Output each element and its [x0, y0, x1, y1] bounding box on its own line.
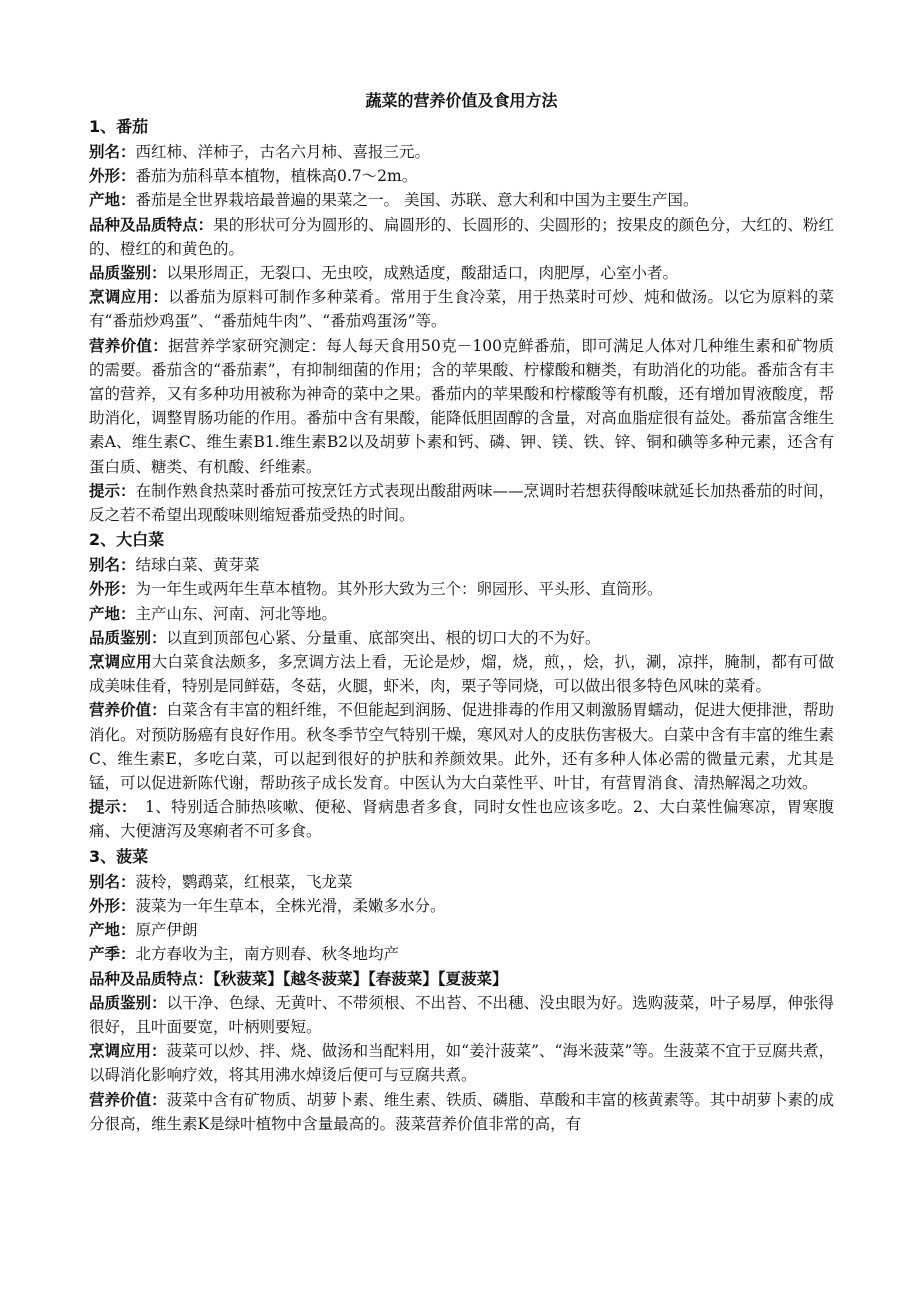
section-heading-spinach: 3、菠菜 — [89, 846, 149, 866]
field-label: 烹调应用 — [89, 653, 152, 672]
field-label: 外形： — [89, 580, 136, 599]
paragraph — [89, 698, 834, 795]
field-label: 产地： — [89, 921, 136, 940]
paragraph — [89, 1039, 834, 1087]
field-text: 结球白菜、黄芽菜 — [135, 556, 260, 575]
field-text: 菠菜可以炒、拌、烧、做汤和当配料用，如“姜汁菠菜”、“海米菠菜”等。生菠菜不宜于豆腐共煮，以碍消化影响疗效，将其用沸水焯烫后便可与豆腐共煮。 — [89, 1042, 834, 1085]
paragraph — [89, 334, 834, 479]
field-label: 烹调应用： — [89, 288, 169, 307]
paragraph — [89, 261, 834, 285]
paragraph — [89, 918, 834, 942]
field-text: 以果形周正，无裂口、无虫咬，成熟适度，酸甜适口，肉肥厚，心室小者。 — [166, 264, 679, 283]
document-title: 蔬菜的营养价值及食用方法 — [365, 91, 558, 110]
field-label: 产季： — [89, 945, 136, 964]
paragraph — [89, 285, 834, 333]
field-label: 烹调应用： — [89, 1042, 167, 1061]
field-text: 菠菜中含有矿物质、胡萝卜素、维生素、铁质、磷脂、草酸和丰富的核黄素等。其中胡萝卜素的成分很高，维生素K是绿叶植物中含量最高的。菠菜营养价值非常的高，有 — [89, 1090, 834, 1133]
field-text: 菠柃，鹦鹉菜，红根菜，飞龙菜 — [135, 872, 353, 891]
field-text: 菠菜为一年生草本，全株光滑，柔嫩多水分。 — [135, 896, 446, 915]
field-label: 外形： — [89, 896, 136, 915]
paragraph — [89, 602, 834, 626]
field-label: 产地： — [89, 604, 136, 623]
field-text: 【秋菠菜】【越冬菠菜】【春菠菜】【夏菠菜】 — [213, 969, 508, 988]
field-label: 品质鉴别： — [89, 628, 167, 647]
field-label: 品质鉴别： — [89, 264, 167, 283]
paragraph — [89, 870, 834, 894]
field-text: 西红柿、洋柿子，古名六月柿、喜报三元。 — [135, 143, 431, 161]
paragraph — [89, 942, 834, 966]
field-text: 据营养学家研究测定：每人每天食用50克－100克鲜番茄，即可满足人体对几种维生素和矿物质的需要。番茄含的“番茄素”，有抑制细菌的作用；含的苹果酸、柠檬酸和糖类，有助消化的功能。番茄含有丰富的营养，又有多种功用被称为神奇的菜中之果。番茄内的苹果酸和柠檬酸等有机酸，还有增加胃液酸度，帮助消化，调整胃肠功能的作用。番茄中含有果酸，能降低胆固醇的含量，对高血脂症很有益处。番茄富含维生素A、维生素C、维生素B1.维生素B2以及胡萝卜素和钙、磷、钾、镁、铁、锌、铜和碘等多种元素，还含有蛋白质、糖类、有机酸、纤维素。 — [89, 336, 834, 476]
paragraph — [89, 795, 834, 843]
paragraph — [89, 553, 834, 577]
field-text: 果的形状可分为圆形的、扁圆形的、长圆形的、尖圆形的；按果皮的颜色分，大红的、粉红的、橙红的和黄色的。 — [89, 215, 834, 258]
paragraph — [89, 577, 834, 601]
field-text: 主产山东、河南、河北等地。 — [135, 604, 338, 623]
field-label: 品质鉴别： — [89, 993, 167, 1012]
paragraph — [89, 140, 834, 164]
field-text: 以直到顶部包心紧、分量重、底部突出、根的切口大的不为好。 — [166, 628, 601, 647]
field-text: 以干净、色绿、无黄叶、不带须根、不出苔、不出穗、没虫眼为好。选购菠菜，叶子易厚，伸张得很好，且叶面要宽，叶柄则要短。 — [89, 993, 834, 1036]
paragraph — [89, 626, 834, 650]
field-text: 白菜含有丰富的粗纤维，不但能起到润肠、促进排毒的作用又刺激肠胃蠕动，促进大便排泄，帮助消化。对预防肠癌有良好作用。秋冬季节空气特别干燥，寒风对人的皮肤伤害极大。白菜中含有丰富的维生素C、维生素E，多吃白菜，可以起到很好的护肤和养颜效果。此外，还有多种人体必需的微量元素，尤其是锰，可以促进新陈代谢，帮助孩子成长发育。中医认为大白菜性平、叶甘，有营胃消食、清热解渴之功效。 — [89, 701, 834, 793]
section-heading-napa-cabbage: 2、大白菜 — [89, 530, 165, 550]
field-label: 产地： — [89, 191, 136, 210]
field-label: 营养价值： — [89, 336, 169, 355]
document-page — [89, 88, 834, 1136]
field-label: 别名： — [89, 556, 136, 575]
paragraph — [89, 213, 834, 261]
field-label: 别名： — [89, 143, 136, 161]
paragraph — [89, 991, 834, 1039]
field-text: 原产伊朗 — [135, 921, 198, 940]
field-label: 外形： — [89, 167, 136, 186]
paragraph — [89, 1088, 834, 1136]
paragraph — [89, 188, 834, 212]
field-label: 营养价值： — [89, 701, 167, 720]
field-text: 大白菜食法颇多，多烹调方法上看，无论是炒，熘，烧，煎，，烩，扒，涮，凉拌，腌制，都有可做成美味佳肴，特别是同鲜菇，冬菇，火腿，虾米，肉，栗子等同烧，可以做出很多特色风味的菜肴。 — [89, 653, 834, 696]
paragraph — [89, 967, 834, 991]
field-text: 番茄是全世界栽培最普遍的果菜之一。 美国、苏联、意大利和中国为主要生产国。 — [135, 191, 699, 210]
paragraph — [89, 479, 834, 527]
field-label: 品种及品质特点： — [89, 215, 214, 234]
field-text: 在制作熟食热菜时番茄可按烹饪方式表现出酸甜两味——烹调时若想获得酸味就延长加热番茄的时间，反之若不希望出现酸味则缩短番茄受热的时间。 — [89, 481, 834, 525]
paragraph — [89, 650, 834, 698]
field-text: 番茄为茄科草本植物，植株高0.7～2m。 — [135, 167, 418, 186]
paragraph — [89, 894, 834, 918]
field-text: 以番茄为原料可制作多种菜肴。常用于生食冷菜，用于热菜时可炒、炖和做汤。以它为原料的菜有“番茄炒鸡蛋”、“番茄炖牛肉”、“番茄鸡蛋汤”等。 — [89, 288, 834, 331]
section-heading-tomato: 1、番茄 — [89, 117, 149, 136]
field-text: 1、特别适合肺热咳嗽、便秘、肾病患者多食，同时女性也应该多吃。2、大白菜性偏寒凉，胃寒腹痛、大便溏泻及寒痢者不可多食。 — [89, 798, 834, 841]
field-label: 别名： — [89, 872, 136, 891]
paragraph — [89, 164, 834, 188]
field-label: 品种及品质特点： — [89, 969, 214, 988]
field-label: 提示： — [89, 798, 130, 817]
field-label: 提示： — [89, 481, 136, 500]
field-label: 营养价值： — [89, 1090, 167, 1109]
field-text: 为一年生或两年生草本植物。其外形大致为三个：卵园形、平头形、直筒形。 — [135, 580, 663, 599]
field-text: 北方春收为主，南方则春、秋冬地均产 — [135, 945, 400, 964]
